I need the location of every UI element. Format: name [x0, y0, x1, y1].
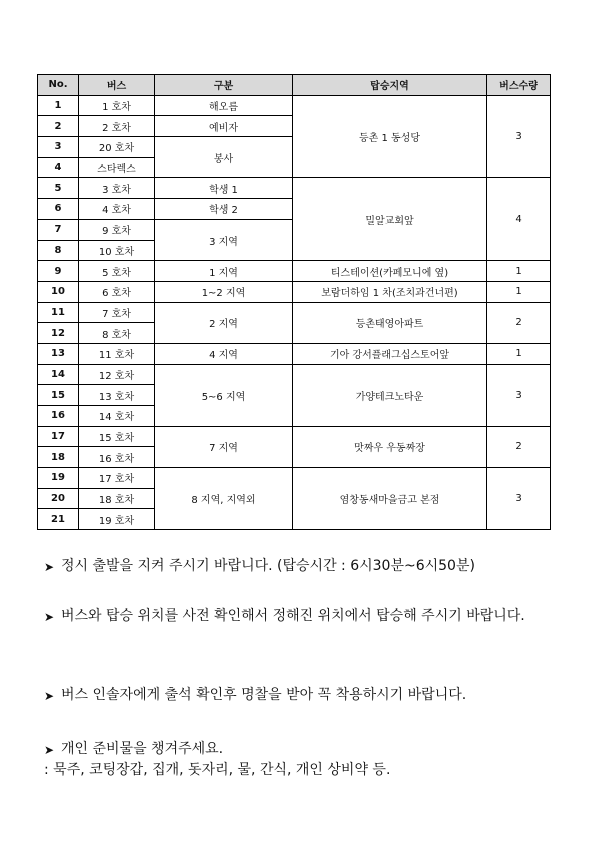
row-type: 1 지역	[155, 261, 293, 282]
row-bus: 12 호차	[79, 364, 155, 385]
row-no: 2	[38, 116, 79, 137]
row-area: 등촌 1 동성당	[293, 95, 487, 178]
row-area: 등촌태영아파트	[293, 302, 487, 343]
notice-item	[44, 685, 544, 706]
row-bus: 7 호차	[79, 302, 155, 323]
notice-subtext: : 묵주, 코팅장갑, 집개, 돗자리, 물, 간식, 개인 상비약 등.	[44, 762, 391, 778]
notice-text: 버스 인솔자에게 출석 확인후 명찰을 받아 꼭 착용하시기 바랍니다.	[61, 687, 467, 703]
row-qty: 1	[487, 261, 551, 282]
row-no: 13	[38, 343, 79, 364]
notice-text: 개인 준비물을 챙겨주세요.	[61, 741, 224, 757]
notice-item	[44, 606, 544, 627]
row-qty: 3	[487, 95, 551, 178]
row-qty: 1	[487, 281, 551, 302]
row-bus: 16 호차	[79, 447, 155, 468]
header-qty: 버스수량	[487, 75, 551, 96]
arrow-bullet-icon: ➤	[44, 610, 55, 624]
arrow-bullet-icon: ➤	[44, 689, 55, 703]
row-type: 학생 1	[155, 178, 293, 199]
row-no: 1	[38, 95, 79, 116]
row-no: 19	[38, 468, 79, 489]
header-type: 구분	[155, 75, 293, 96]
row-bus: 18 호차	[79, 488, 155, 509]
row-bus: 5 호차	[79, 261, 155, 282]
row-area: 밀알교회앞	[293, 178, 487, 261]
notice-item	[44, 739, 544, 781]
row-type: 7 지역	[155, 426, 293, 467]
row-type: 2 지역	[155, 302, 293, 343]
row-no: 9	[38, 261, 79, 282]
row-no: 11	[38, 302, 79, 323]
row-bus: 17 호차	[79, 468, 155, 489]
row-bus: 2 호차	[79, 116, 155, 137]
row-no: 12	[38, 323, 79, 344]
row-type: 1~2 지역	[155, 281, 293, 302]
row-qty: 2	[487, 426, 551, 467]
header-no: No.	[38, 75, 79, 96]
row-no: 5	[38, 178, 79, 199]
row-qty: 3	[487, 364, 551, 426]
row-bus: 10 호차	[79, 240, 155, 261]
row-no: 7	[38, 219, 79, 240]
row-bus: 11 호차	[79, 343, 155, 364]
table-row	[38, 95, 551, 116]
row-type: 4 지역	[155, 343, 293, 364]
row-qty: 3	[487, 468, 551, 530]
row-bus: 6 호차	[79, 281, 155, 302]
header-bus: 버스	[79, 75, 155, 96]
row-area: 기아 강서플래그십스토어앞	[293, 343, 487, 364]
bus-schedule-table	[37, 74, 551, 530]
row-no: 3	[38, 137, 79, 158]
row-bus: 13 호차	[79, 385, 155, 406]
row-type: 3 지역	[155, 219, 293, 260]
row-area: 보람더하임 1 차(조치과건너편)	[293, 281, 487, 302]
table-row	[38, 261, 551, 282]
table-row	[38, 468, 551, 489]
row-qty: 1	[487, 343, 551, 364]
row-qty: 4	[487, 178, 551, 261]
table-row	[38, 281, 551, 302]
row-no: 4	[38, 157, 79, 178]
arrow-bullet-icon: ➤	[44, 560, 55, 574]
row-no: 17	[38, 426, 79, 447]
row-no: 18	[38, 447, 79, 468]
row-bus: 14 호차	[79, 406, 155, 427]
row-bus: 19 호차	[79, 509, 155, 530]
row-bus: 4 호차	[79, 199, 155, 220]
table-row	[38, 178, 551, 199]
row-bus: 1 호차	[79, 95, 155, 116]
row-no: 6	[38, 199, 79, 220]
row-bus: 3 호차	[79, 178, 155, 199]
row-area: 염창동새마을금고 본점	[293, 468, 487, 530]
header-area: 탑승지역	[293, 75, 487, 96]
row-bus: 20 호차	[79, 137, 155, 158]
row-bus: 스타렉스	[79, 157, 155, 178]
notice-item	[44, 556, 544, 577]
row-type: 5~6 지역	[155, 364, 293, 426]
row-no: 10	[38, 281, 79, 302]
row-bus: 15 호차	[79, 426, 155, 447]
table-row	[38, 302, 551, 323]
arrow-bullet-icon: ➤	[44, 743, 55, 757]
row-area: 티스테이션(카페모니에 옆)	[293, 261, 487, 282]
row-no: 14	[38, 364, 79, 385]
row-type: 해오름	[155, 95, 293, 116]
table-header-row	[38, 75, 551, 96]
row-qty: 2	[487, 302, 551, 343]
row-no: 15	[38, 385, 79, 406]
row-type: 8 지역, 지역외	[155, 468, 293, 530]
row-no: 21	[38, 509, 79, 530]
row-area: 맛짜우 우동짜장	[293, 426, 487, 467]
row-type: 학생 2	[155, 199, 293, 220]
row-bus: 9 호차	[79, 219, 155, 240]
notice-text-block	[44, 739, 544, 781]
row-type: 봉사	[155, 137, 293, 178]
row-no: 8	[38, 240, 79, 261]
row-no: 20	[38, 488, 79, 509]
row-bus: 8 호차	[79, 323, 155, 344]
notice-text: 버스와 탑승 위치를 사전 확인해서 정해진 위치에서 탑승해 주시기 바랍니다.	[61, 608, 525, 624]
table-row	[38, 426, 551, 447]
notice-text: 정시 출발을 지켜 주시기 바랍니다. (탑승시간 : 6시30분~6시50분)	[61, 558, 475, 574]
row-type: 예비자	[155, 116, 293, 137]
row-no: 16	[38, 406, 79, 427]
row-area: 가양테크노타운	[293, 364, 487, 426]
table-row	[38, 364, 551, 385]
table-row	[38, 343, 551, 364]
